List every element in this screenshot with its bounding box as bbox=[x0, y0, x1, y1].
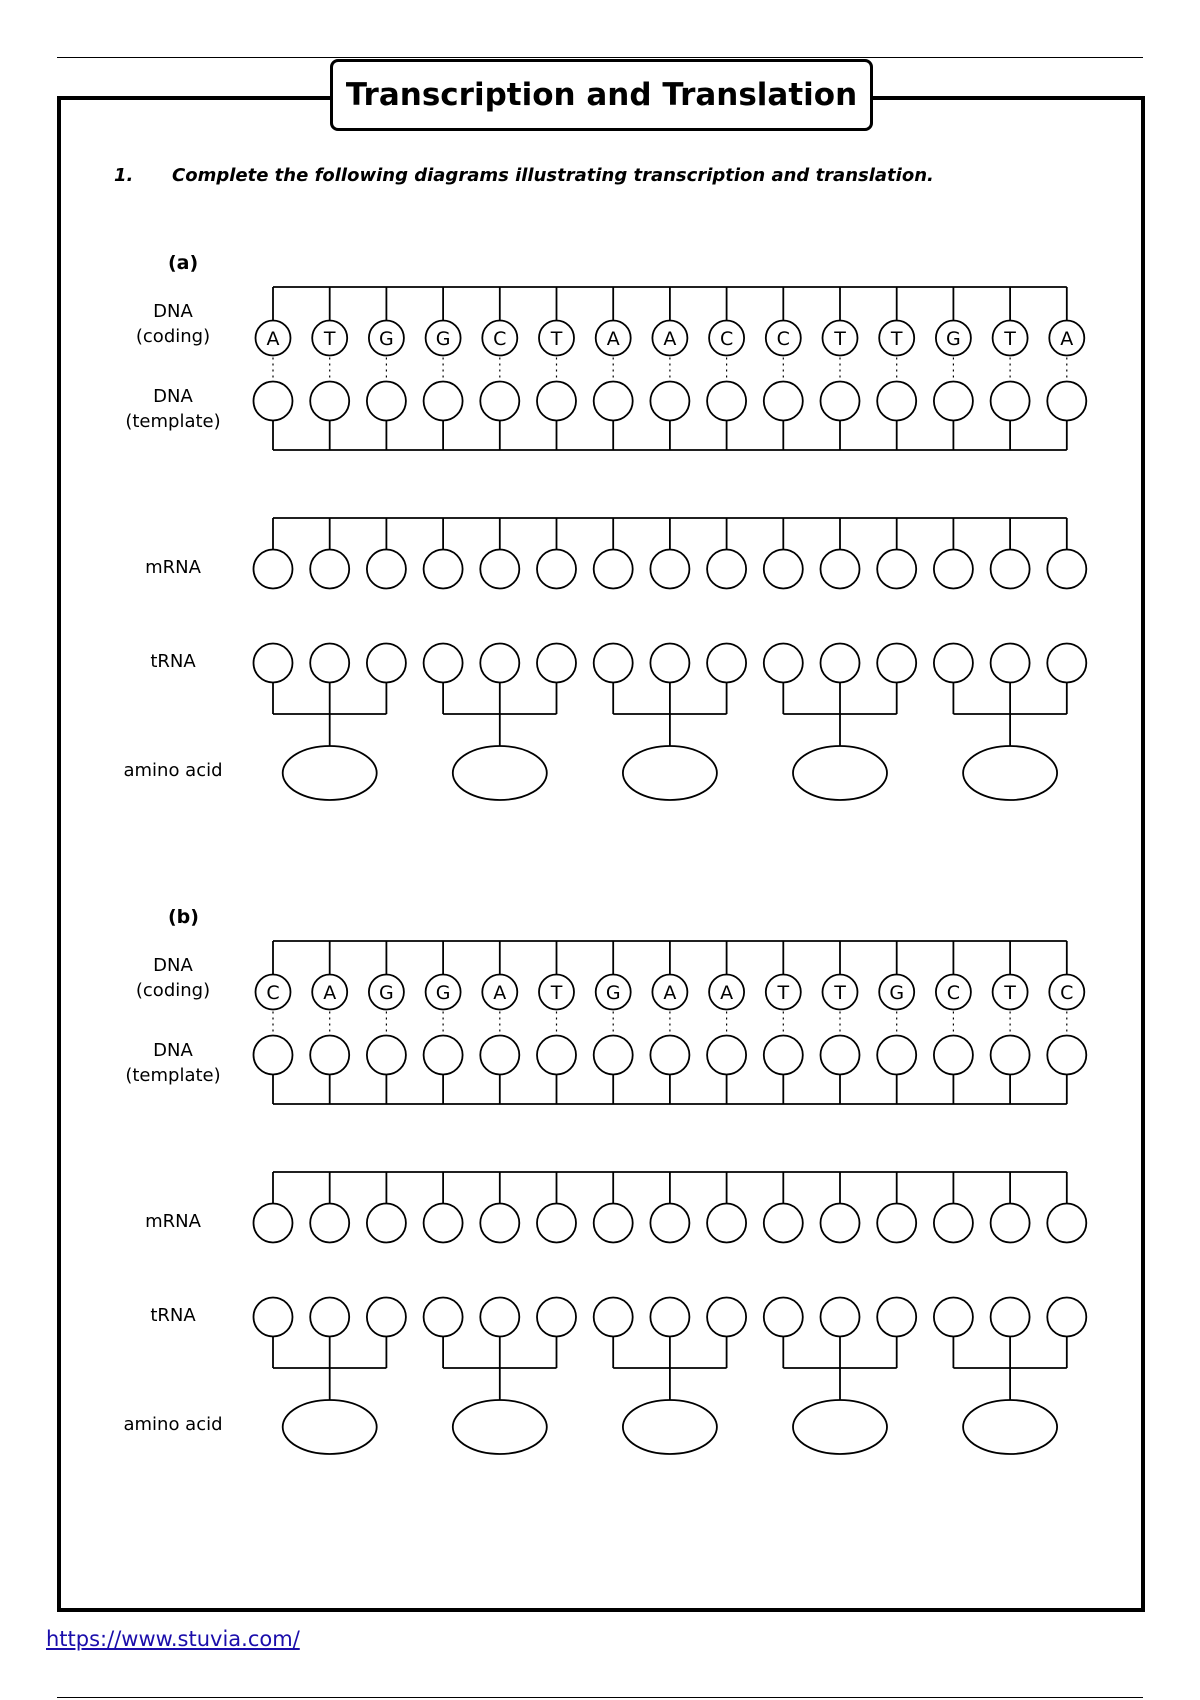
amino-acid-blank bbox=[453, 746, 547, 800]
dna-template-nucleotide-blank bbox=[991, 382, 1030, 421]
dna-coding-base-letter: T bbox=[777, 982, 790, 1004]
mrna-nucleotide-blank bbox=[367, 1204, 406, 1243]
dna-coding-base-letter: G bbox=[889, 982, 905, 1004]
mrna-nucleotide-blank bbox=[650, 550, 689, 589]
dna-template-nucleotide-blank bbox=[650, 382, 689, 421]
amino-acid-blank bbox=[963, 746, 1057, 800]
dna-coding-base-letter: G bbox=[605, 982, 621, 1004]
dna-coding-base-letter: T bbox=[1004, 982, 1016, 1004]
mrna-nucleotide-blank bbox=[1047, 1204, 1086, 1243]
trna-anticodon-blank bbox=[537, 644, 576, 683]
mrna-nucleotide-blank bbox=[254, 550, 293, 589]
trna-anticodon-blank bbox=[991, 644, 1030, 683]
part-a-label: (a) bbox=[168, 252, 199, 274]
mrna-nucleotide-blank bbox=[821, 550, 860, 589]
dna-template-nucleotide-blank bbox=[594, 1036, 633, 1075]
dna-coding-base-letter: G bbox=[435, 328, 451, 350]
mrna-nucleotide-blank bbox=[537, 550, 576, 589]
trna-anticodon-blank bbox=[424, 644, 463, 683]
dna-template-nucleotide-blank bbox=[1047, 1036, 1086, 1075]
dna-coding-base-letter: C bbox=[1060, 982, 1074, 1004]
part-a-mrna-label: mRNA bbox=[145, 557, 201, 578]
mrna-nucleotide-blank bbox=[991, 1204, 1030, 1243]
mrna-nucleotide-blank bbox=[821, 1204, 860, 1243]
dna-template-line1: DNA bbox=[153, 386, 193, 407]
dna-coding-base-letter: A bbox=[663, 982, 677, 1004]
dna-template-nucleotide-blank bbox=[367, 1036, 406, 1075]
mrna-nucleotide-blank bbox=[537, 1204, 576, 1243]
trna-anticodon-blank bbox=[594, 1298, 633, 1337]
part-b-label: (b) bbox=[168, 906, 199, 928]
mrna-nucleotide-blank bbox=[934, 1204, 973, 1243]
dna-template-nucleotide-blank bbox=[764, 382, 803, 421]
mrna-nucleotide-blank bbox=[594, 550, 633, 589]
dna-coding-base-letter: A bbox=[1060, 328, 1074, 350]
trna-anticodon-blank bbox=[480, 644, 519, 683]
trna-anticodon-blank bbox=[877, 644, 916, 683]
trna-anticodon-blank bbox=[480, 1298, 519, 1337]
dna-coding-base-letter: T bbox=[834, 982, 846, 1004]
question-number: 1. bbox=[114, 165, 134, 186]
dna-coding-base-letter: A bbox=[493, 982, 507, 1004]
dna-template-nucleotide-blank bbox=[707, 382, 746, 421]
trna-anticodon-blank bbox=[764, 644, 803, 683]
amino-acid-blank bbox=[623, 1400, 717, 1454]
mrna-nucleotide-blank bbox=[764, 1204, 803, 1243]
mrna-nucleotide-blank bbox=[424, 1204, 463, 1243]
dna-template-nucleotide-blank bbox=[480, 382, 519, 421]
dna-coding-base-letter: T bbox=[834, 328, 846, 350]
mrna-nucleotide-blank bbox=[594, 1204, 633, 1243]
trna-anticodon-blank bbox=[877, 1298, 916, 1337]
dna-template-nucleotide-blank bbox=[537, 1036, 576, 1075]
dna-template-nucleotide-blank bbox=[594, 382, 633, 421]
trna-anticodon-blank bbox=[650, 1298, 689, 1337]
dna-template-line1: DNA bbox=[153, 1040, 193, 1061]
trna-anticodon-blank bbox=[1047, 644, 1086, 683]
mrna-nucleotide-blank bbox=[310, 550, 349, 589]
amino-acid-blank bbox=[283, 746, 377, 800]
mrna-nucleotide-blank bbox=[764, 550, 803, 589]
trna-anticodon-blank bbox=[537, 1298, 576, 1337]
question-text: Complete the following diagrams illustrating transcription and translation. bbox=[172, 165, 934, 186]
dna-template-nucleotide-blank bbox=[991, 1036, 1030, 1075]
dna-coding-base-letter: T bbox=[890, 328, 903, 350]
dna-coding-base-letter: A bbox=[606, 328, 620, 350]
dna-coding-base-letter: G bbox=[379, 982, 394, 1004]
dna-coding-base-letter: C bbox=[946, 982, 961, 1004]
mrna-nucleotide-blank bbox=[480, 550, 519, 589]
dna-template-nucleotide-blank bbox=[877, 1036, 916, 1075]
mrna-nucleotide-blank bbox=[1047, 550, 1086, 589]
mrna-nucleotide-blank bbox=[367, 550, 406, 589]
trna-anticodon-blank bbox=[991, 1298, 1030, 1337]
trna-anticodon-blank bbox=[367, 1298, 406, 1337]
mrna-nucleotide-blank bbox=[877, 550, 916, 589]
amino-acid-blank bbox=[623, 746, 717, 800]
trna-anticodon-blank bbox=[821, 1298, 860, 1337]
trna-anticodon-blank bbox=[594, 644, 633, 683]
dna-coding-line1: DNA bbox=[153, 955, 193, 976]
trna-anticodon-blank bbox=[254, 644, 293, 683]
amino-acid-blank bbox=[453, 1400, 547, 1454]
dna-template-nucleotide-blank bbox=[424, 1036, 463, 1075]
part-b-trna-label: tRNA bbox=[150, 1305, 196, 1326]
trna-anticodon-blank bbox=[424, 1298, 463, 1337]
dna-template-line2: (template) bbox=[125, 411, 221, 432]
mrna-nucleotide-blank bbox=[310, 1204, 349, 1243]
dna-template-nucleotide-blank bbox=[537, 382, 576, 421]
dna-template-nucleotide-blank bbox=[707, 1036, 746, 1075]
trna-anticodon-blank bbox=[764, 1298, 803, 1337]
bottom-rule bbox=[57, 1697, 1143, 1698]
trna-anticodon-blank bbox=[254, 1298, 293, 1337]
dna-template-nucleotide-blank bbox=[310, 382, 349, 421]
dna-coding-line2: (coding) bbox=[135, 326, 211, 347]
part-b-amino-acid-label: amino acid bbox=[123, 1414, 223, 1435]
dna-coding-base-letter: A bbox=[663, 328, 677, 350]
dna-template-nucleotide-blank bbox=[254, 382, 293, 421]
mrna-nucleotide-blank bbox=[424, 550, 463, 589]
trna-anticodon-blank bbox=[650, 644, 689, 683]
part-b-mrna-label: mRNA bbox=[145, 1211, 201, 1232]
dna-template-nucleotide-blank bbox=[821, 382, 860, 421]
dna-coding-base-letter: G bbox=[946, 328, 961, 350]
dna-template-nucleotide-blank bbox=[821, 1036, 860, 1075]
dna-template-nucleotide-blank bbox=[764, 1036, 803, 1075]
dna-template-nucleotide-blank bbox=[1047, 382, 1086, 421]
amino-acid-blank bbox=[793, 746, 887, 800]
trna-anticodon-blank bbox=[707, 644, 746, 683]
dna-coding-line1: DNA bbox=[153, 301, 193, 322]
mrna-nucleotide-blank bbox=[877, 1204, 916, 1243]
dna-template-nucleotide-blank bbox=[877, 382, 916, 421]
mrna-nucleotide-blank bbox=[707, 1204, 746, 1243]
trna-anticodon-blank bbox=[707, 1298, 746, 1337]
dna-coding-base-letter: G bbox=[435, 982, 451, 1004]
amino-acid-blank bbox=[963, 1400, 1057, 1454]
dna-template-nucleotide-blank bbox=[367, 382, 406, 421]
dna-coding-base-letter: T bbox=[550, 982, 563, 1004]
amino-acid-blank bbox=[283, 1400, 377, 1454]
trna-anticodon-blank bbox=[367, 644, 406, 683]
part-a-amino-acid-label: amino acid bbox=[123, 760, 223, 781]
part-a-trna-label: tRNA bbox=[150, 651, 196, 672]
dna-coding-base-letter: T bbox=[1004, 328, 1016, 350]
dna-template-nucleotide-blank bbox=[934, 1036, 973, 1075]
dna-coding-base-letter: C bbox=[493, 328, 507, 350]
dna-coding-base-letter: A bbox=[266, 328, 280, 350]
dna-coding-base-letter: G bbox=[379, 328, 394, 350]
trna-anticodon-blank bbox=[310, 644, 349, 683]
mrna-nucleotide-blank bbox=[934, 550, 973, 589]
stuvia-link[interactable]: https://www.stuvia.com/ bbox=[46, 1627, 300, 1651]
dna-template-nucleotide-blank bbox=[650, 1036, 689, 1075]
trna-anticodon-blank bbox=[934, 1298, 973, 1337]
trna-anticodon-blank bbox=[310, 1298, 349, 1337]
dna-coding-base-letter: C bbox=[266, 982, 280, 1004]
dna-template-nucleotide-blank bbox=[310, 1036, 349, 1075]
dna-coding-base-letter: C bbox=[776, 328, 790, 350]
mrna-nucleotide-blank bbox=[480, 1204, 519, 1243]
dna-coding-base-letter: A bbox=[720, 982, 734, 1004]
page-title: Transcription and Translation bbox=[330, 59, 873, 131]
dna-template-line2: (template) bbox=[125, 1065, 221, 1086]
mrna-nucleotide-blank bbox=[707, 550, 746, 589]
dna-coding-base-letter: T bbox=[323, 328, 336, 350]
amino-acid-blank bbox=[793, 1400, 887, 1454]
dna-template-nucleotide-blank bbox=[424, 382, 463, 421]
dna-coding-line2: (coding) bbox=[135, 980, 211, 1001]
mrna-nucleotide-blank bbox=[254, 1204, 293, 1243]
dna-template-nucleotide-blank bbox=[480, 1036, 519, 1075]
dna-coding-base-letter: T bbox=[550, 328, 563, 350]
trna-anticodon-blank bbox=[1047, 1298, 1086, 1337]
trna-anticodon-blank bbox=[934, 644, 973, 683]
dna-template-nucleotide-blank bbox=[934, 382, 973, 421]
dna-coding-base-letter: A bbox=[323, 982, 337, 1004]
mrna-nucleotide-blank bbox=[991, 550, 1030, 589]
dna-template-nucleotide-blank bbox=[254, 1036, 293, 1075]
trna-anticodon-blank bbox=[821, 644, 860, 683]
dna-coding-base-letter: C bbox=[719, 328, 734, 350]
mrna-nucleotide-blank bbox=[650, 1204, 689, 1243]
